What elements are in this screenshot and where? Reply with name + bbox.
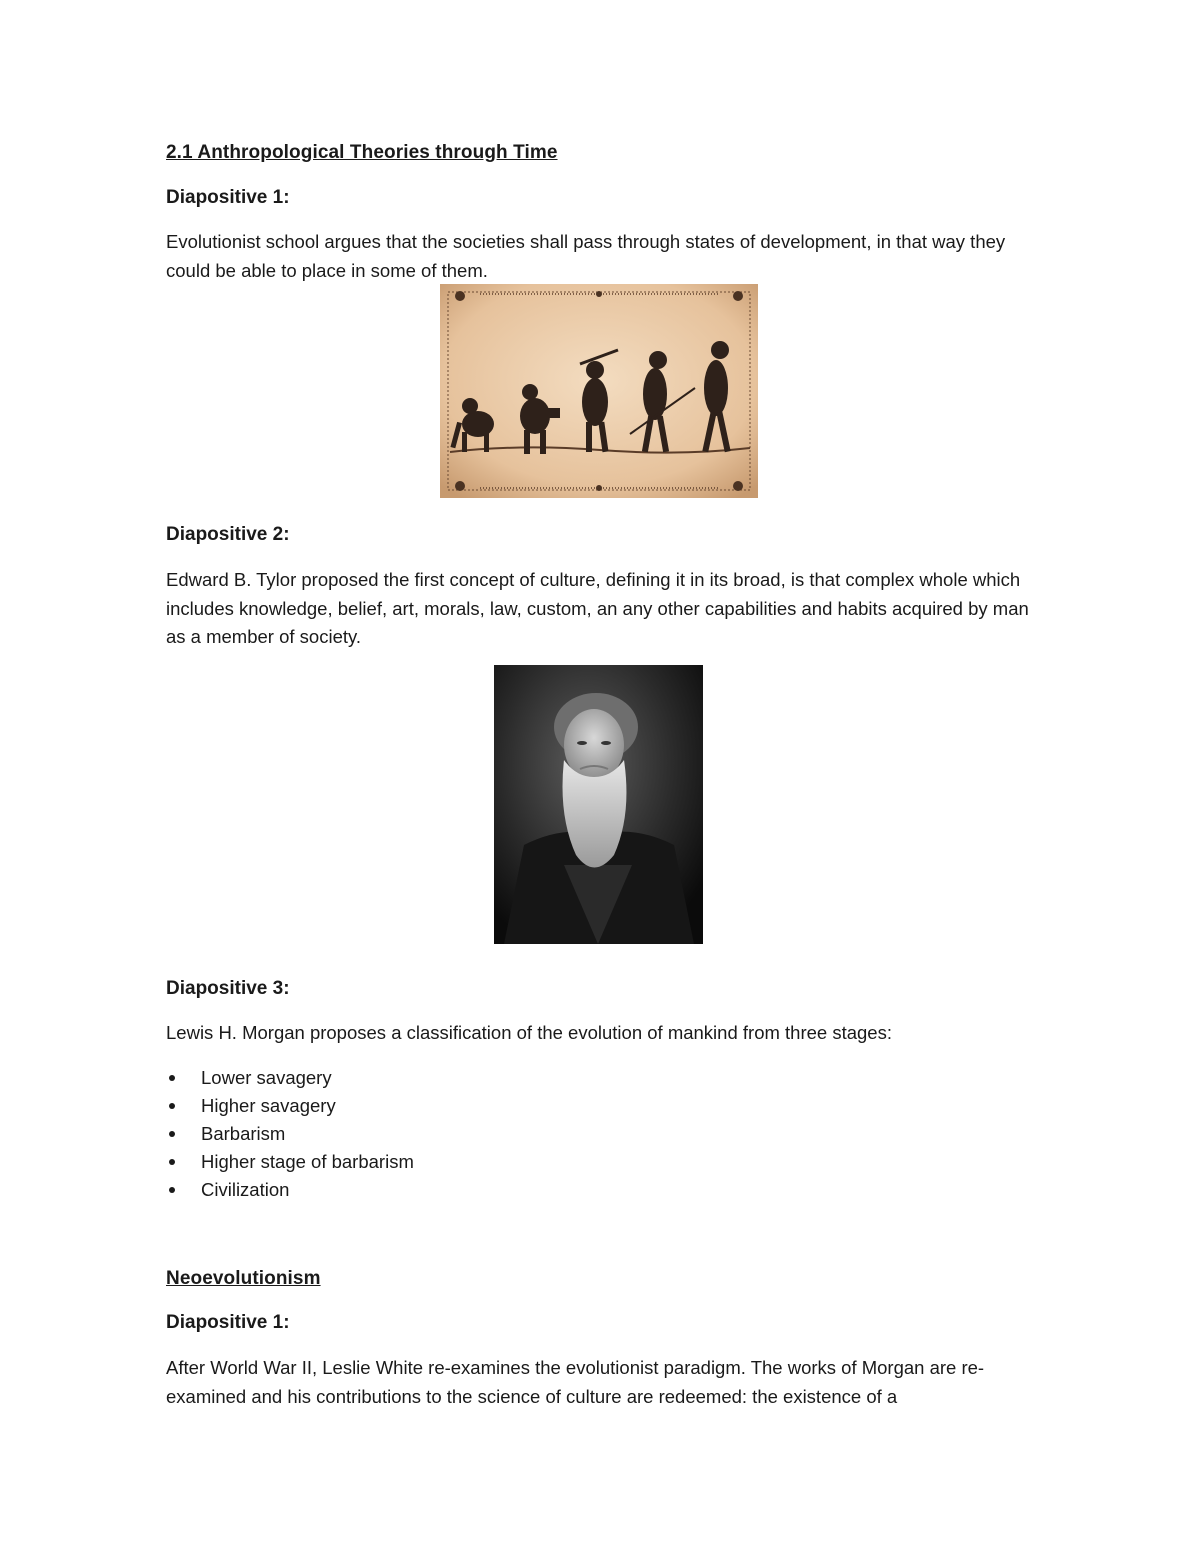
evolution-illustration	[440, 284, 758, 498]
neo-section-heading: Diapositive 1:	[166, 1312, 290, 1333]
stages-list	[166, 1064, 414, 1204]
list-item	[166, 1176, 414, 1204]
list-item	[166, 1120, 414, 1148]
list-item-label: Barbarism	[201, 1123, 286, 1144]
section-1-heading: Diapositive 1:	[166, 187, 290, 208]
list-item-label: Higher savagery	[201, 1095, 336, 1116]
bullet-icon	[169, 1103, 175, 1109]
bullet-icon	[169, 1131, 175, 1137]
list-item-label: Civilization	[201, 1179, 290, 1200]
list-item	[166, 1092, 414, 1120]
section-3-text: Lewis H. Morgan proposes a classification of the evolution of mankind from three stages:	[166, 1022, 892, 1043]
section-2-text: Edward B. Tylor proposed the first concept of culture, defining it in its broad, is that complex whole which includes knowledge, belief, art, morals, law, custom, an any other capabilities and habits acquired by man as a member of society.	[166, 569, 1029, 647]
neoevolutionism-title: Neoevolutionism	[166, 1268, 321, 1289]
list-item	[166, 1064, 414, 1092]
section-2-heading: Diapositive 2:	[166, 524, 290, 545]
list-item	[166, 1148, 414, 1176]
section-1-text: Evolutionist school argues that the societies shall pass through states of development, in that way they could be able to place in some of them.	[166, 231, 1006, 281]
tylor-portrait	[494, 665, 703, 944]
section-3-heading: Diapositive 3:	[166, 978, 290, 999]
bullet-icon	[169, 1075, 175, 1081]
list-item-label: Lower savagery	[201, 1067, 332, 1088]
neo-section-text: After World War II, Leslie White re-examines the evolutionist paradigm. The works of Morgan are re-examined and his contributions to the science of culture are redeemed: the existence of a	[166, 1357, 985, 1407]
document-title: 2.1 Anthropological Theories through Time	[166, 142, 558, 163]
bullet-icon	[169, 1187, 175, 1193]
bullet-icon	[169, 1159, 175, 1165]
list-item-label: Higher stage of barbarism	[201, 1151, 414, 1172]
